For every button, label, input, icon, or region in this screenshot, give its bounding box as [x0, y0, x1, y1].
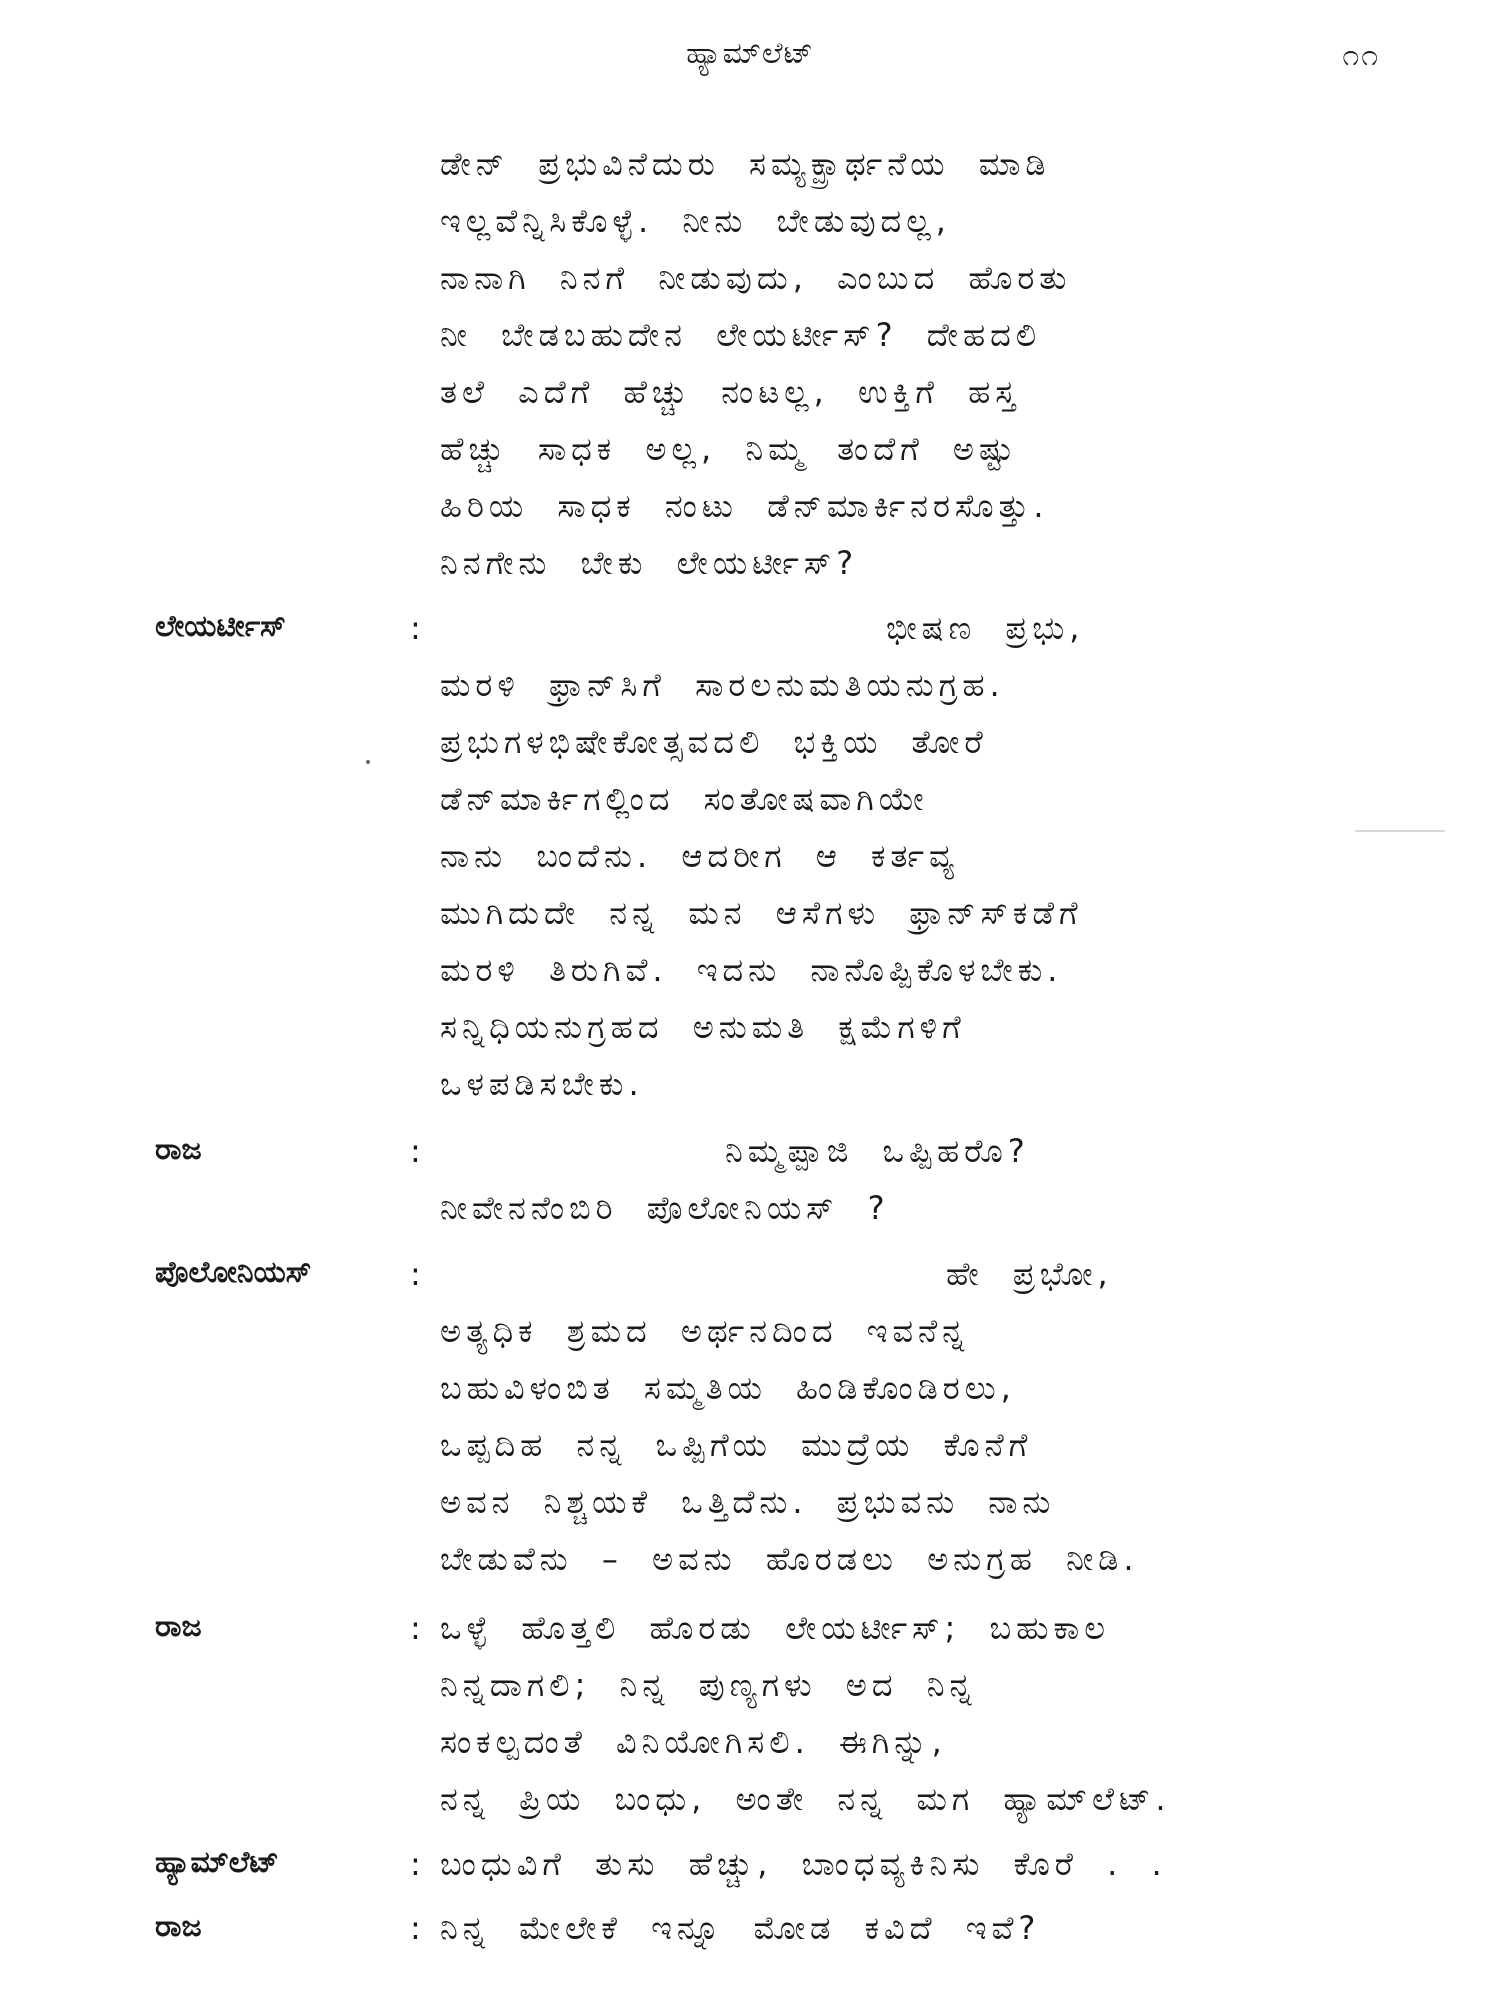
speaker-colon: : — [410, 1845, 421, 1883]
verse-line: ಒಳಪಡಿಸಬೇಕು. — [440, 1065, 644, 1103]
verse-line: ಮರಳಿ ಫ್ರಾನ್‌ಸಿಗೆ ಸಾರಲನುಮತಿಯನುಗ್ರಹ. — [440, 666, 1005, 704]
speaker-name: ರಾಜ — [155, 1132, 202, 1167]
verse-line: ಮರಳಿ ತಿರುಗಿವೆ. ಇದನು ನಾನೊಪ್ಪಿಕೊಳಬೇಕು. — [440, 951, 1063, 989]
verse-line: ಹಿರಿಯ ಸಾಧಕ ನಂಟು ಡೆನ್‌ಮಾರ್ಕಿನರಸೊತ್ತು. — [440, 487, 1049, 525]
verse-line: ನಿನ್ನದಾಗಲಿ; ನಿನ್ನ ಪುಣ್ಯಗಳು ಅದ ನಿನ್ನ — [440, 1666, 977, 1704]
verse-line: ಸಂಕಲ್ಪದಂತೆ ವಿನಿಯೋಗಿಸಲಿ. ಈಗಿನ್ನು, — [440, 1723, 947, 1761]
speaker-name: ರಾಜ — [155, 1609, 202, 1644]
page-number: ೧೧ — [1342, 38, 1380, 73]
verse-line: ಬಹುವಿಳಂಬಿತ ಸಮ್ಮತಿಯ ಹಿಂಡಿಕೊಂಡಿರಲು, — [440, 1369, 1016, 1407]
scan-speck — [366, 760, 370, 764]
running-header-title: ಹ್ಯಾಮ್‌ಲೆಟ್ — [686, 36, 814, 71]
speaker-name: ಹ್ಯಾಮ್‌ಲೆಟ್ — [155, 1845, 279, 1880]
verse-line: ಡೇನ್ ಪ್ರಭುವಿನೆದುರು ಸಮ್ಯಕ್ಪ್ರಾರ್ಥನೆಯ ಮಾಡಿ — [440, 145, 1051, 183]
verse-line: ಹೆಚ್ಚು ಸಾಧಕ ಅಲ್ಲ, ನಿಮ್ಮ ತಂದೆಗೆ ಅಷ್ಟು — [440, 430, 1019, 468]
verse-line: ಬೇಡುವೆನು – ಅವನು ಹೊರಡಲು ಅನುಗ್ರಹ ನೀಡಿ. — [440, 1540, 1139, 1578]
verse-line: ನಾನು ಬಂದೆನು. ಆದರೀಗ ಆ ಕರ್ತವ್ಯ — [440, 837, 959, 875]
speaker-name: ರಾಜ — [155, 1909, 202, 1944]
verse-line: ನೀ ಬೇಡಬಹುದೇನ ಲೇಯರ್ಟೀಸ್? ದೇಹದಲಿ — [440, 316, 1042, 354]
verse-line: ಇಲ್ಲವೆನ್ನಿಸಿಕೊಳ್ಳೆ. ನೀನು ಬೇಡುವುದಲ್ಲ, — [440, 202, 951, 240]
verse-first-line: ನಿಮ್ಮಪ್ಪಾಜಿ ಒಪ್ಪಿಹರೊ? — [725, 1132, 1030, 1170]
scan-smudge — [1355, 830, 1445, 832]
verse-line: ಪ್ರಭುಗಳಭಿಷೇಕೋತ್ಸವದಲಿ ಭಕ್ತಿಯ ತೋರೆ — [440, 723, 988, 761]
verse-line: ಸನ್ನಿಧಿಯನುಗ್ರಹದ ಅನುಮತಿ ಕ್ಷಮೆಗಳಿಗೆ — [440, 1008, 966, 1046]
verse-line: ನನ್ನ ಪ್ರಿಯ ಬಂಧು, ಅಂತೇ ನನ್ನ ಮಗ ಹ್ಯಾಮ್‌ಲೆಟ್. — [440, 1780, 1171, 1818]
verse-line: ತಲೆ ಎದೆಗೆ ಹೆಚ್ಚು ನಂಟಲ್ಲ, ಉಕ್ತಿಗೆ ಹಸ್ತ — [440, 373, 1020, 411]
verse-line: ಒಪ್ಪದಿಹ ನನ್ನ ಒಪ್ಪಿಗೆಯ ಮುದ್ರೆಯ ಕೊನೆಗೆ — [440, 1426, 1033, 1464]
speaker-colon: : — [410, 1609, 421, 1647]
verse-line: ಅತ್ಯಧಿಕ ಶ್ರಮದ ಅರ್ಥನದಿಂದ ಇವನೆನ್ನ — [440, 1312, 970, 1350]
verse-line: ಅವನ ನಿಶ್ಚಯಕೆ ಒತ್ತಿದೆನು. ಪ್ರಭುವನು ನಾನು — [440, 1483, 1056, 1521]
speaker-colon: : — [410, 1132, 421, 1170]
verse-first-line: ಹೇ ಪ್ರಭೋ, — [946, 1255, 1113, 1293]
verse-line: ನಾನಾಗಿ ನಿನಗೆ ನೀಡುವುದು, ಎಂಬುದ ಹೊರತು — [440, 259, 1072, 297]
speaker-name: ಪೊಲೋನಿಯಸ್ — [155, 1255, 312, 1290]
verse-line: ಬಂಧುವಿಗೆ ತುಸು ಹೆಚ್ಚು, ಬಾಂಧವ್ಯಕಿನಿಸು ಕೊರೆ . . — [440, 1845, 1167, 1883]
verse-line: ನಿನಗೇನು ಬೇಕು ಲೇಯರ್ಟೀಸ್? — [440, 544, 859, 582]
speaker-name: ಲೇಯರ್ಟೀಸ್ — [155, 609, 286, 644]
speaker-colon: : — [410, 1909, 421, 1947]
verse-line: ಡೆನ್‌ಮಾರ್ಕಿಗಲ್ಲಿಂದ ಸಂತೋಷವಾಗಿಯೇ — [440, 780, 929, 818]
speaker-colon: : — [410, 609, 421, 647]
verse-line: ಮುಗಿದುದೇ ನನ್ನ ಮನ ಆಸೆಗಳು ಫ್ರಾನ್‌ಸ್‌ಕಡೆಗೆ — [440, 894, 1083, 932]
speaker-colon: : — [410, 1255, 421, 1293]
verse-line: ನೀವೇನನೆಂಬಿರಿ ಪೊಲೋನಿಯಸ್ ? — [440, 1189, 890, 1227]
verse-first-line: ಭೀಷಣ ಪ್ರಭು, — [886, 609, 1085, 647]
verse-line: ಒಳ್ಳೆ ಹೊತ್ತಲಿ ಹೊರಡು ಲೇಯರ್ಟೀಸ್; ಬಹುಕಾಲ — [440, 1609, 1110, 1647]
verse-line: ನಿನ್ನ ಮೇಲೇಕೆ ಇನ್ನೂ ಮೋಡ ಕವಿದೆ ಇವೆ? — [440, 1909, 1041, 1947]
